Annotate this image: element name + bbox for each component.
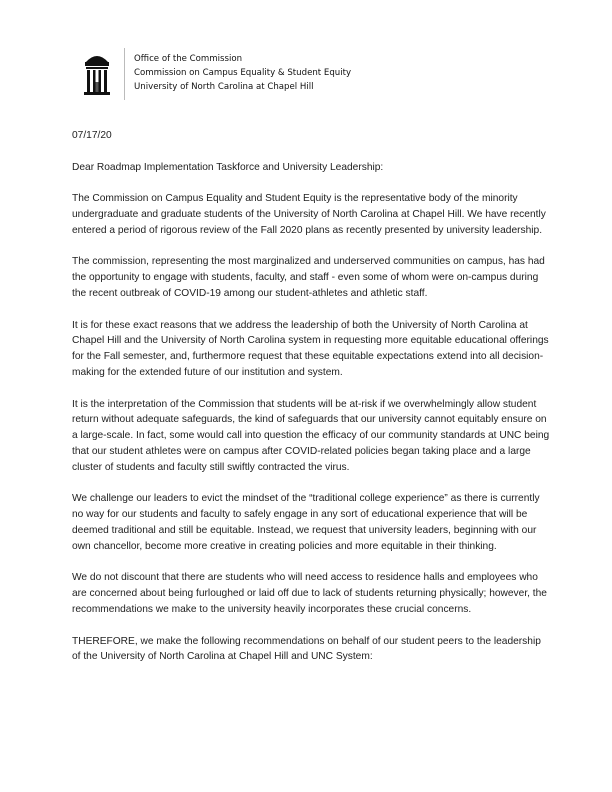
letterhead (82, 48, 482, 108)
paragraph: We do not discount that there are students who will need access to residence halls and employees who are concerned about being furloughed or laid off due to lack of students returning physically; however, the recommendations we make to the university heavily incorporates these crucial concerns. (72, 572, 547, 615)
old-well-icon (82, 48, 112, 98)
paragraph: THEREFORE, we make the following recommendations on behalf of our student peers to the leadership of the University of North Carolina at Chapel Hill and UNC System: (72, 635, 541, 663)
office-title: Office of the Commission (134, 54, 243, 64)
salutation: Dear Roadmap Implementation Taskforce and University Leadership: (72, 161, 384, 173)
letterhead-text (134, 52, 351, 94)
paragraph: It is the interpretation of the Commission that students will be at-risk if we overwhelmingly allow student return without adequate safeguards, the kind of safeguards that our university cannot equitably ensure on a large-scale. In fact, some would call into question the efficacy of our community standards at UNC being that our student athletes were on campus after COVID-related policies began taking place and a large cluster of students and faculty still swiftly contracted the virus. (72, 398, 550, 473)
letter-date: 07/17/20 (72, 130, 112, 141)
paragraph: The Commission on Campus Equality and Student Equity is the representative body of the minority undergraduate and graduate students of the University of North Carolina at Chapel Hill. We have recently entered a period of rigorous review of the Fall 2020 plans as recently presented by university leadership. (72, 193, 546, 236)
commission-name: Commission on Campus Equality & Student Equity (134, 68, 352, 78)
university-name: University of North Carolina at Chapel Hill (134, 82, 314, 92)
letter-body (72, 128, 552, 681)
paragraph: The commission, representing the most marginalized and underserved communities on campus, has had the opportunity to engage with students, faculty, and staff - even some of whom were on-campus during the recent outbreak of COVID-19 among our student-athletes and athletic staff. (72, 256, 545, 299)
paragraph: We challenge our leaders to evict the mindset of the “traditional college experience” as there is currently no way for our students and faculty to safely engage in any sort of educational experience that will be deemed traditional and still be equitable. Instead, we request that university leaders, beginning with our own chancellor, become more creative in creating policies and more equitable in their thinking. (72, 493, 540, 552)
letterhead-divider (124, 48, 125, 100)
paragraph: It is for these exact reasons that we address the leadership of both the University of North Carolina at Chapel Hill and the University of North Carolina system in requesting more equitable educational offerings for the Fall semester, and, furthermore request that these equitable expectations extend into all decision-making for the extended future of our institution and system. (72, 319, 549, 378)
